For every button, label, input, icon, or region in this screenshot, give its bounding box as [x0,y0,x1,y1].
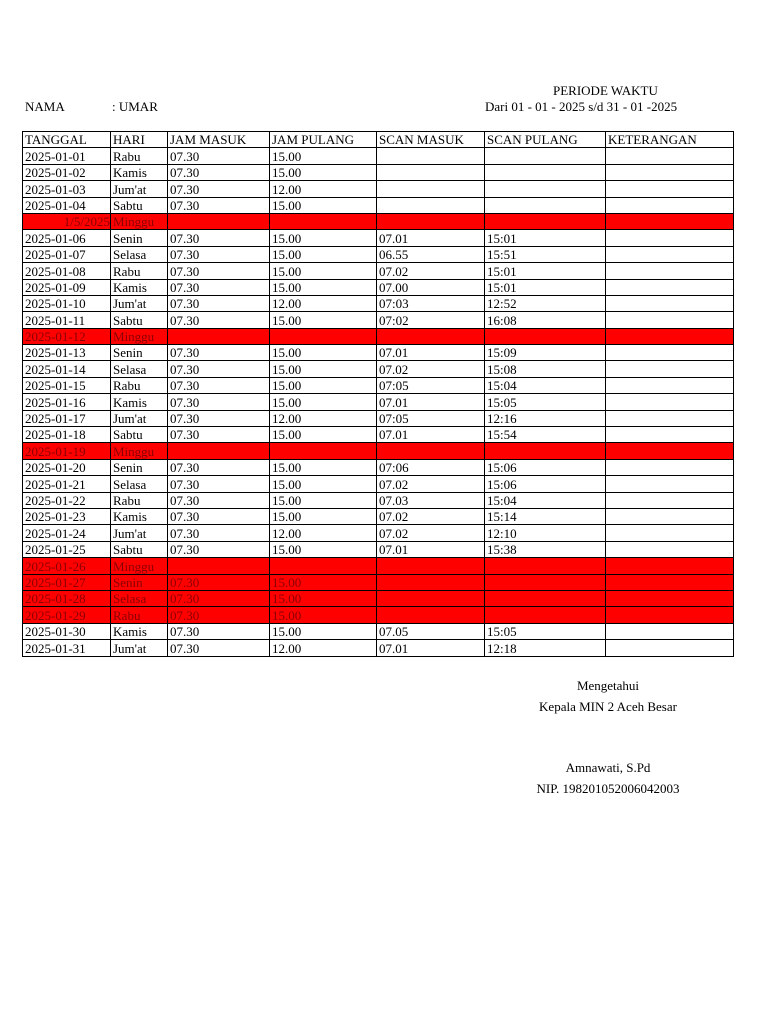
cell-jam-masuk: 07.30 [168,148,270,164]
cell-tanggal: 2025-01-13 [23,345,111,361]
cell-keterangan [606,263,734,279]
cell-scan-masuk [377,607,485,623]
cell-jam-masuk: 07.30 [168,525,270,541]
cell-jam-masuk: 07.30 [168,295,270,311]
periode-label: PERIODE WAKTU [553,83,658,98]
cell-hari: Jum'at [111,640,168,656]
table-row-holiday [23,558,734,574]
signature-space [500,717,716,757]
cell-jam-pulang [270,213,377,229]
cell-jam-masuk: 07.30 [168,476,270,492]
cell-hari: Rabu [111,492,168,508]
cell-hari: Senin [111,345,168,361]
cell-tanggal: 2025-01-31 [23,640,111,656]
cell-keterangan [606,197,734,213]
cell-jam-masuk: 07.30 [168,590,270,606]
table-row-holiday [23,213,734,229]
table-row [23,427,734,443]
cell-tanggal: 2025-01-14 [23,361,111,377]
cell-scan-masuk: 07.05 [377,623,485,639]
col-header-hari: HARI [111,132,168,148]
cell-scan-masuk: 07:03 [377,295,485,311]
table-row [23,197,734,213]
table-row-holiday [23,590,734,606]
cell-scan-pulang [485,164,606,180]
cell-scan-masuk: 07.02 [377,508,485,524]
cell-scan-masuk: 07.02 [377,525,485,541]
cell-jam-masuk [168,328,270,344]
cell-keterangan [606,640,734,656]
cell-tanggal: 2025-01-10 [23,295,111,311]
table-row-holiday [23,328,734,344]
cell-jam-masuk: 07.30 [168,640,270,656]
cell-scan-masuk [377,574,485,590]
cell-hari: Minggu [111,213,168,229]
cell-scan-pulang: 15:05 [485,394,606,410]
cell-jam-pulang: 12.00 [270,640,377,656]
cell-jam-masuk [168,213,270,229]
cell-scan-pulang: 15:14 [485,508,606,524]
cell-scan-pulang: 15:06 [485,476,606,492]
cell-tanggal: 2025-01-02 [23,164,111,180]
cell-jam-pulang: 15.00 [270,148,377,164]
cell-scan-pulang: 15:01 [485,230,606,246]
cell-jam-masuk: 07.30 [168,394,270,410]
cell-scan-pulang [485,558,606,574]
cell-jam-masuk: 07.30 [168,361,270,377]
cell-jam-pulang: 15.00 [270,574,377,590]
cell-scan-pulang [485,574,606,590]
cell-keterangan [606,328,734,344]
cell-jam-pulang: 15.00 [270,459,377,475]
table-row [23,361,734,377]
signature-name: Amnawati, S.Pd [565,760,651,775]
cell-hari: Sabtu [111,312,168,328]
cell-keterangan [606,377,734,393]
cell-scan-pulang [485,328,606,344]
cell-scan-masuk [377,148,485,164]
cell-keterangan [606,443,734,459]
cell-jam-masuk: 07.30 [168,459,270,475]
cell-keterangan [606,410,734,426]
table-row-holiday [23,443,734,459]
cell-keterangan [606,181,734,197]
cell-tanggal: 2025-01-15 [23,377,111,393]
table-row [23,377,734,393]
cell-jam-pulang: 15.00 [270,230,377,246]
cell-scan-pulang: 15:38 [485,541,606,557]
cell-jam-pulang: 15.00 [270,377,377,393]
cell-keterangan [606,213,734,229]
cell-jam-pulang [270,443,377,459]
cell-tanggal: 2025-01-24 [23,525,111,541]
cell-jam-masuk: 07.30 [168,574,270,590]
cell-hari: Jum'at [111,295,168,311]
cell-keterangan [606,541,734,557]
cell-tanggal: 2025-01-06 [23,230,111,246]
cell-scan-masuk: 07:06 [377,459,485,475]
cell-scan-pulang [485,443,606,459]
cell-jam-pulang: 15.00 [270,246,377,262]
col-header-jam-pulang: JAM PULANG [270,132,377,148]
cell-tanggal: 2025-01-30 [23,623,111,639]
cell-jam-pulang [270,328,377,344]
cell-scan-pulang: 12:16 [485,410,606,426]
cell-scan-pulang: 15:04 [485,377,606,393]
cell-scan-masuk: 07.01 [377,230,485,246]
cell-keterangan [606,246,734,262]
cell-hari: Minggu [111,443,168,459]
cell-tanggal: 2025-01-11 [23,312,111,328]
cell-tanggal: 2025-01-12 [23,328,111,344]
cell-jam-pulang: 15.00 [270,623,377,639]
cell-hari: Selasa [111,476,168,492]
cell-tanggal: 2025-01-29 [23,607,111,623]
table-row [23,230,734,246]
cell-jam-pulang [270,558,377,574]
table-row [23,148,734,164]
cell-hari: Jum'at [111,410,168,426]
cell-jam-pulang: 15.00 [270,476,377,492]
cell-keterangan [606,525,734,541]
cell-keterangan [606,508,734,524]
cell-hari: Selasa [111,246,168,262]
cell-hari: Rabu [111,377,168,393]
cell-jam-pulang: 12.00 [270,181,377,197]
cell-jam-pulang: 15.00 [270,279,377,295]
cell-keterangan [606,295,734,311]
cell-keterangan [606,230,734,246]
cell-keterangan [606,607,734,623]
cell-tanggal: 2025-01-07 [23,246,111,262]
table-row-holiday [23,574,734,590]
cell-keterangan [606,459,734,475]
cell-tanggal: 2025-01-16 [23,394,111,410]
cell-tanggal: 2025-01-23 [23,508,111,524]
cell-jam-masuk: 07.30 [168,607,270,623]
cell-scan-masuk: 07.02 [377,476,485,492]
cell-tanggal: 2025-01-01 [23,148,111,164]
signature-nip: NIP. 198201052006042003 [536,781,680,796]
cell-tanggal: 2025-01-21 [23,476,111,492]
cell-scan-pulang: 12:52 [485,295,606,311]
cell-scan-masuk: 07.03 [377,492,485,508]
cell-keterangan [606,590,734,606]
cell-keterangan [606,279,734,295]
table-row [23,279,734,295]
signature-line2: Kepala MIN 2 Aceh Besar [539,699,677,714]
cell-keterangan [606,394,734,410]
cell-jam-pulang: 15.00 [270,312,377,328]
cell-hari: Kamis [111,508,168,524]
cell-scan-masuk: 07.00 [377,279,485,295]
table-row [23,492,734,508]
cell-keterangan [606,623,734,639]
cell-scan-masuk [377,590,485,606]
cell-jam-masuk: 07.30 [168,164,270,180]
cell-hari: Senin [111,574,168,590]
cell-tanggal: 2025-01-09 [23,279,111,295]
cell-scan-pulang: 12:18 [485,640,606,656]
cell-jam-pulang: 15.00 [270,590,377,606]
cell-scan-pulang: 15:54 [485,427,606,443]
cell-tanggal: 2025-01-27 [23,574,111,590]
cell-scan-masuk: 06.55 [377,246,485,262]
attendance-table [22,131,734,657]
cell-tanggal: 1/5/2025 [23,213,111,229]
cell-scan-masuk [377,197,485,213]
cell-keterangan [606,427,734,443]
cell-scan-masuk [377,443,485,459]
cell-keterangan [606,312,734,328]
table-row [23,410,734,426]
cell-tanggal: 2025-01-04 [23,197,111,213]
cell-scan-masuk: 07.01 [377,541,485,557]
cell-keterangan [606,574,734,590]
cell-jam-pulang: 15.00 [270,427,377,443]
cell-jam-masuk: 07.30 [168,623,270,639]
cell-jam-masuk [168,558,270,574]
cell-scan-masuk [377,164,485,180]
cell-jam-pulang: 15.00 [270,607,377,623]
cell-scan-pulang [485,197,606,213]
cell-tanggal: 2025-01-28 [23,590,111,606]
cell-scan-pulang: 12:10 [485,525,606,541]
table-row [23,541,734,557]
cell-hari: Jum'at [111,525,168,541]
cell-scan-pulang: 15:08 [485,361,606,377]
col-header-jam-masuk: JAM MASUK [168,132,270,148]
cell-jam-masuk: 07.30 [168,263,270,279]
cell-tanggal: 2025-01-25 [23,541,111,557]
cell-hari: Kamis [111,623,168,639]
cell-scan-pulang: 15:09 [485,345,606,361]
table-row-holiday [23,607,734,623]
table-row [23,394,734,410]
cell-scan-masuk [377,213,485,229]
cell-scan-masuk: 07:05 [377,410,485,426]
cell-jam-masuk: 07.30 [168,427,270,443]
cell-scan-masuk: 07:05 [377,377,485,393]
cell-tanggal: 2025-01-03 [23,181,111,197]
cell-hari: Sabtu [111,197,168,213]
table-row [23,181,734,197]
cell-jam-pulang: 12.00 [270,525,377,541]
cell-keterangan [606,148,734,164]
cell-jam-masuk: 07.30 [168,492,270,508]
cell-keterangan [606,361,734,377]
cell-jam-masuk: 07.30 [168,181,270,197]
signature-line1: Mengetahui [576,678,640,693]
table-body [23,148,734,656]
cell-jam-masuk: 07.30 [168,541,270,557]
cell-jam-pulang: 15.00 [270,197,377,213]
table-row [23,508,734,524]
cell-scan-masuk: 07.01 [377,640,485,656]
table-row [23,312,734,328]
cell-scan-pulang [485,213,606,229]
cell-tanggal: 2025-01-19 [23,443,111,459]
col-header-tanggal: TANGGAL [23,132,111,148]
cell-keterangan [606,492,734,508]
table-row [23,246,734,262]
cell-tanggal: 2025-01-08 [23,263,111,279]
cell-hari: Minggu [111,328,168,344]
cell-jam-masuk: 07.30 [168,312,270,328]
table-row [23,623,734,639]
cell-scan-pulang [485,590,606,606]
cell-scan-pulang: 15:04 [485,492,606,508]
cell-scan-pulang: 15:01 [485,263,606,279]
cell-tanggal: 2025-01-22 [23,492,111,508]
table-row [23,459,734,475]
cell-jam-masuk: 07.30 [168,345,270,361]
cell-scan-masuk: 07.01 [377,394,485,410]
cell-jam-pulang: 15.00 [270,345,377,361]
col-header-scan-pulang: SCAN PULANG [485,132,606,148]
cell-jam-pulang: 15.00 [270,164,377,180]
cell-hari: Sabtu [111,541,168,557]
table-row [23,164,734,180]
nama-value: : UMAR [112,99,158,114]
table-header-row [23,132,734,148]
cell-tanggal: 2025-01-20 [23,459,111,475]
cell-scan-masuk: 07.01 [377,345,485,361]
cell-keterangan [606,164,734,180]
cell-keterangan [606,558,734,574]
cell-scan-pulang [485,181,606,197]
cell-jam-masuk: 07.30 [168,377,270,393]
cell-jam-pulang: 15.00 [270,361,377,377]
cell-scan-masuk: 07.01 [377,427,485,443]
cell-jam-masuk: 07.30 [168,230,270,246]
cell-hari: Rabu [111,263,168,279]
cell-scan-pulang: 15:01 [485,279,606,295]
cell-hari: Selasa [111,361,168,377]
cell-jam-masuk [168,443,270,459]
table-row [23,640,734,656]
cell-hari: Kamis [111,164,168,180]
cell-hari: Sabtu [111,427,168,443]
col-header-keterangan: KETERANGAN [606,132,734,148]
cell-hari: Rabu [111,607,168,623]
cell-jam-masuk: 07.30 [168,410,270,426]
cell-hari: Rabu [111,148,168,164]
cell-keterangan [606,476,734,492]
cell-keterangan [606,345,734,361]
cell-jam-pulang: 15.00 [270,508,377,524]
cell-scan-pulang [485,148,606,164]
cell-scan-pulang: 15:51 [485,246,606,262]
signature-block [500,675,716,799]
cell-scan-pulang: 16:08 [485,312,606,328]
cell-jam-pulang: 15.00 [270,263,377,279]
cell-hari: Minggu [111,558,168,574]
cell-jam-pulang: 12.00 [270,295,377,311]
cell-scan-pulang: 15:05 [485,623,606,639]
cell-jam-masuk: 07.30 [168,279,270,295]
cell-hari: Senin [111,459,168,475]
cell-scan-masuk: 07.02 [377,361,485,377]
periode-range: Dari 01 - 01 - 2025 s/d 31 - 01 -2025 [485,99,678,114]
nama-label: NAMA [25,99,65,114]
cell-hari: Kamis [111,394,168,410]
cell-hari: Selasa [111,590,168,606]
cell-jam-pulang: 15.00 [270,541,377,557]
cell-scan-pulang: 15:06 [485,459,606,475]
cell-scan-masuk [377,558,485,574]
cell-hari: Jum'at [111,181,168,197]
cell-jam-masuk: 07.30 [168,246,270,262]
cell-jam-masuk: 07.30 [168,197,270,213]
cell-scan-masuk: 07.02 [377,263,485,279]
cell-jam-pulang: 12.00 [270,410,377,426]
cell-tanggal: 2025-01-26 [23,558,111,574]
cell-tanggal: 2025-01-18 [23,427,111,443]
table-row [23,345,734,361]
cell-jam-masuk: 07.30 [168,508,270,524]
cell-hari: Senin [111,230,168,246]
cell-scan-pulang [485,607,606,623]
table-row [23,263,734,279]
table-row [23,525,734,541]
cell-scan-masuk [377,328,485,344]
cell-hari: Kamis [111,279,168,295]
cell-jam-pulang: 15.00 [270,394,377,410]
table-row [23,295,734,311]
cell-scan-masuk [377,181,485,197]
col-header-scan-masuk: SCAN MASUK [377,132,485,148]
table-row [23,476,734,492]
cell-jam-pulang: 15.00 [270,492,377,508]
cell-tanggal: 2025-01-17 [23,410,111,426]
cell-scan-masuk: 07:02 [377,312,485,328]
